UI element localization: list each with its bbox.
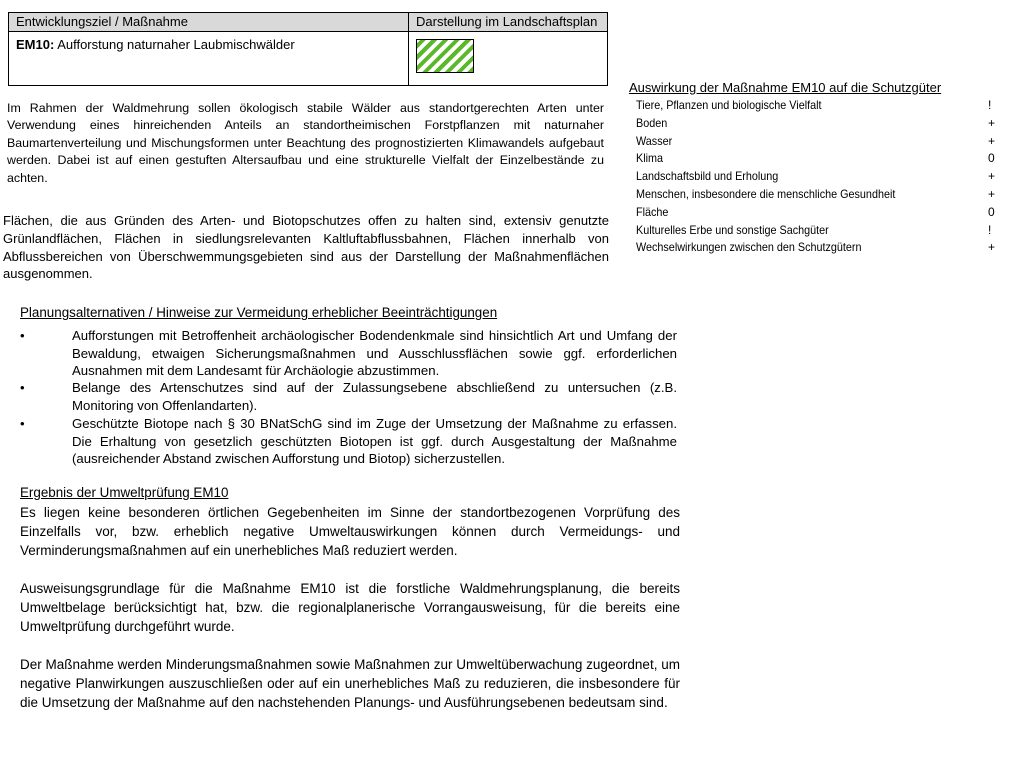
impact-rating: + <box>988 133 996 148</box>
paragraph-waldmehrung: Im Rahmen der Waldmehrung sollen ökologisch stabile Wälder aus standortgerechten Arten unter Verwendung eines hinreichenden Anteils an standortheimischen Forstpflanzen mit naturnaher Baumartenverteilung und Mischungsformen unter Beachtung des prognostizierten Klimawandels aufgebaut werden. Dabei ist auf einen gestuften Altersaufbau und eine strukturelle Vielfalt der Einzelbestände zu achten. <box>7 101 604 185</box>
bullet-icon: • <box>20 380 25 395</box>
impact-label: Wechselwirkungen zwischen den Schutzgütern <box>636 240 862 255</box>
impact-row <box>636 134 996 152</box>
bullet-icon: • <box>20 328 25 343</box>
impact-rating: ! <box>988 98 992 112</box>
table-body-row <box>9 32 608 86</box>
result-paragraph-3: Der Maßnahme werden Minderungsmaßnahmen sowie Maßnahmen zur Umweltüberwachung zugeordnet, um negative Planwirkungen auszuschließen oder auf ein unerhebliches Maß zu reduzieren, die insbesondere für die Umsetzung der Maßnahme auf den nachstehenden Planungs- und Ausführungsebenen bedeutsam sind. <box>20 657 680 710</box>
measure-code: EM10: <box>16 37 55 52</box>
impact-row <box>636 187 996 205</box>
header-measure: Entwicklungsziel / Maßnahme <box>9 13 409 32</box>
green-hatch-symbol <box>416 39 474 73</box>
impact-row <box>636 223 996 241</box>
plan-depiction-cell <box>409 32 608 86</box>
result-paragraph-2: Ausweisungsgrundlage für die Maßnahme EM10 ist die forstliche Waldmehrungsplanung, die bereits Umweltbelage berücksichtigt hat, bzw. die regionalplanerische Vorrangausweisung, für die bereits eine Umweltprüfung durchgeführt wurde. <box>20 581 680 634</box>
impact-label: Kulturelles Erbe und sonstige Sachgüter <box>636 222 829 237</box>
impact-label: Menschen, insbesondere die menschliche Gesundheit <box>636 187 896 201</box>
impact-label: Boden <box>636 115 668 130</box>
impact-label: Wasser <box>636 133 673 148</box>
measure-title: Aufforstung naturnaher Laubmischwälder <box>54 37 295 52</box>
result-heading: Ergebnis der Umweltprüfung EM10 <box>20 485 229 500</box>
impact-rating: + <box>988 169 996 184</box>
paragraph-exclusions: Flächen, die aus Gründen des Arten- und Biotopschutzes offen zu halten sind, extensiv genutzte Grünlandflächen, Flächen in siedlungsrelevanten Kaltluftabflussbahnen, Flächen innerhalb von Abflussbereichen von Überschwemmungsgebieten sind aus der Darstellung der Maßnahmenflächen ausgenommen. <box>3 213 609 282</box>
impact-rating: 0 <box>988 204 995 219</box>
impact-label: Tiere, Pflanzen und biologische Vielfalt <box>636 98 822 112</box>
impact-row <box>636 151 996 169</box>
impact-rating: + <box>988 187 996 201</box>
alternatives-item-text: Aufforstungen mit Betroffenheit archäologischer Bodendenkmale sind hinsichtlich Art und Umfang der Bewaldung, etwaigen Sicherungsmaßnahmen und Ausschlussflächen sowie ggf. erforderlichen Ausnahmen mit dem Landesamt für Archäologie abzustimmen. <box>72 328 677 378</box>
impact-row <box>636 240 996 258</box>
impact-rating: + <box>988 115 996 130</box>
alternatives-item-text: Belange des Artenschutzes sind auf der Zulassungsebene abschließend zu untersuchen (z.B. Monitoring von Offenlandarten). <box>72 380 677 413</box>
measure-table <box>8 12 608 86</box>
alternatives-heading: Planungsalternativen / Hinweise zur Vermeidung erheblicher Beeinträchtigungen <box>20 305 498 320</box>
impact-row <box>636 98 996 116</box>
impact-label: Klima <box>636 151 664 166</box>
table-header-row <box>9 13 608 32</box>
impact-rating: + <box>988 240 996 255</box>
impact-row <box>636 169 996 187</box>
result-paragraph-1: Es liegen keine besonderen örtlichen Gegebenheiten im Sinne der standortbezogenen Vorprüfung des Einzelfalls vor, bzw. erheblich negative Umweltauswirkungen können durch Vermeidungs- und Verminderungsmaßnahmen auf ein unerhebliches Maß reduziert werden. <box>20 505 680 558</box>
impact-row <box>636 116 996 134</box>
alternatives-item-text: Geschützte Biotope nach § 30 BNatSchG sind im Zuge der Umsetzung der Maßnahme zu erfassen. Die Erhaltung von gesetzlich geschützten Biotopen ist ggf. durch Ausgestaltung der Maßnahme (ausreichender Abstand zwischen Aufforstung und Biotop) sicherzustellen. <box>72 416 677 466</box>
impact-rating: ! <box>988 222 992 237</box>
header-plan-depiction: Darstellung im Landschaftsplan <box>409 13 608 32</box>
impact-label: Fläche <box>636 204 669 219</box>
bullet-icon: • <box>20 416 25 431</box>
impact-label: Landschaftsbild und Erholung <box>636 169 779 184</box>
impact-row <box>636 205 996 223</box>
impact-title: Auswirkung der Maßnahme EM10 auf die Schutzgüter <box>629 80 942 95</box>
measure-cell <box>9 32 409 86</box>
impact-rating: 0 <box>988 151 995 166</box>
